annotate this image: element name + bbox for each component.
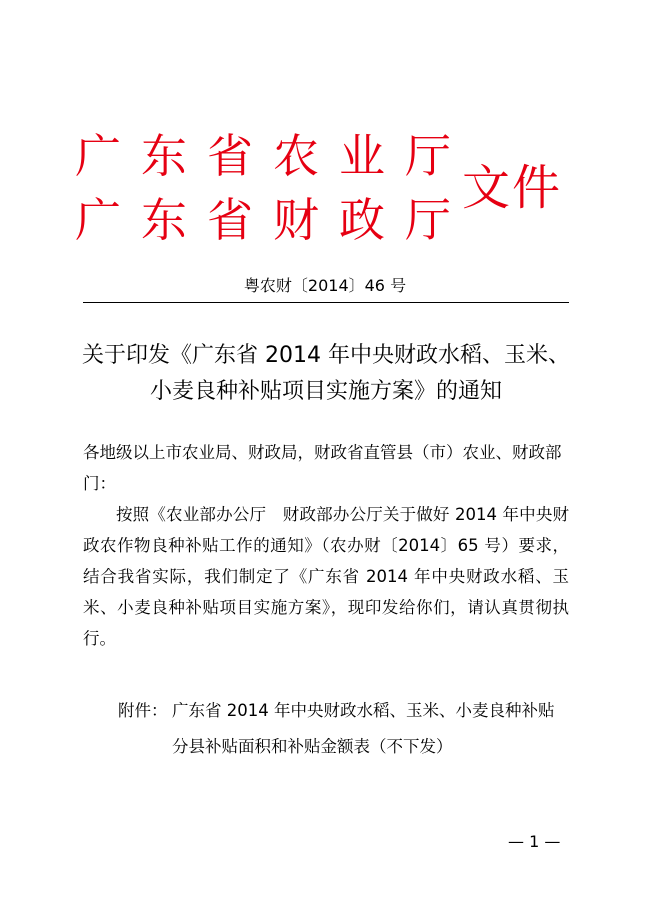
document-type-label: 文件 — [462, 160, 563, 216]
issuer-name-agriculture: 广东省农业厅 — [75, 129, 471, 183]
attachment-title-line-1: 广东省 2014 年中央财政水稻、玉米、小麦良种补贴 — [172, 701, 555, 720]
header-divider — [83, 302, 569, 303]
issuer-name-finance: 广东省财政厅 — [75, 193, 471, 247]
addressee: 各地级以上市农业局、财政局，财政省直管县（市）农业、财政部门： — [83, 443, 562, 493]
page-number: — 1 — — [508, 832, 561, 851]
document-number: 粤农财〔2014〕46 号 — [243, 276, 407, 295]
body-paragraph: 按照《农业部办公厅 财政部办公厅关于做好 2014 年中央财政农作物良种补贴工作的通知》（农办财〔2014〕65 号）要求，结合我省实际，我们制定了《广东省 2014 年中央财政水稻、玉米、小麦良种补贴项目实施方案》，现印发给你们，请认真贯彻执行。 — [83, 505, 569, 648]
attachment-label: 附件： — [118, 701, 168, 720]
attachment-title-line-2: 分县补贴面积和补贴金额表（不下发） — [172, 737, 453, 756]
document-title: 关于印发《广东省 2014 年中央财政水稻、玉米、小麦良种补贴项目实施方案》的通知 — [82, 343, 570, 404]
